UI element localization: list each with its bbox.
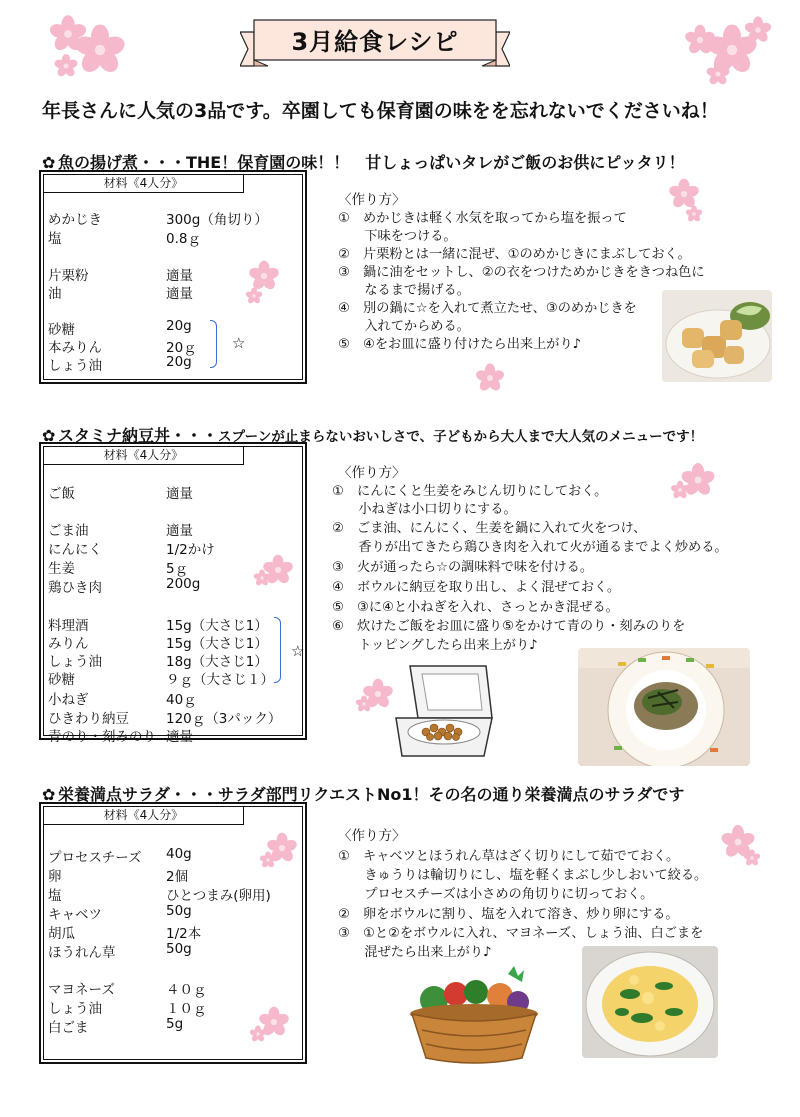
cherry-blossom-icon <box>468 362 510 396</box>
method-step: ① キャベツとほうれん草はざく切りにして茹でておく。 <box>338 849 680 864</box>
ingredient-name: ごま油 <box>48 523 89 539</box>
method-step: 小ねぎは小口切りにする。 <box>332 502 517 517</box>
recipe-1-title: ✿ 魚の揚げ煮・・・THE！保育園の味！！ 甘しょっぱいタレがご飯のお供にピッタリ！ <box>42 153 685 172</box>
ingredient-amount: 1/2かけ <box>166 542 215 558</box>
vegetable-basket-icon <box>404 966 544 1066</box>
ingredient-name: ほうれん草 <box>48 945 116 961</box>
ingredient-name: ご飯 <box>48 486 75 502</box>
ingredient-amount: ９ｇ（大さじ１） <box>166 672 274 688</box>
method-title: 〈作り方〉 <box>338 828 406 844</box>
recipe-3-title: ✿ 栄養満点サラダ・・・サラダ部門リクエストNo1！その名の通り栄養満点のサラダです <box>42 785 685 804</box>
cherry-blossom-icon <box>680 10 780 85</box>
ingredient-amount: 50g <box>166 903 192 919</box>
ingredient-amount: 20g <box>166 318 192 334</box>
ingredient-name: 塩 <box>48 888 62 904</box>
ingredient-name: 砂糖 <box>48 322 75 338</box>
ingredient-amount: 1/2本 <box>166 926 202 942</box>
method-step: ① めかじきは軽く水気を取ってから塩を振って <box>338 211 627 226</box>
cherry-blossom-icon <box>252 552 298 592</box>
ingredient-amount: 2個 <box>166 869 189 885</box>
ingredient-amount: １０ｇ <box>166 1001 207 1017</box>
method-step: ③ 火が通ったら☆の調味料で味を付ける。 <box>332 560 594 575</box>
ingredient-name: 青のり・刻みのり <box>48 729 156 745</box>
ingredient-name: 砂糖 <box>48 672 75 688</box>
natto-bowl-photo <box>578 648 750 766</box>
recipe-2-title: ✿ スタミナ納豆丼・・・スプーンが止まらないおいしさで、子どもから大人まで大人気のメニューです！ <box>42 426 704 445</box>
ingredient-amount: ４０ｇ <box>166 982 207 998</box>
cherry-blossom-icon <box>712 822 762 866</box>
method-step: ⑥ 炊けたご飯をお皿に盛り⑤をかけて青のり・刻みのりを <box>332 619 686 634</box>
method-step: 香りが出てきたら鶏ひき肉を入れて火が通るまでよく炒める。 <box>332 540 728 555</box>
method-step: ② 片栗粉とは一緒に混ぜ、①のめかじきにまぶしておく。 <box>338 247 691 262</box>
ingredients-header: 材料《4人分》 <box>44 447 244 465</box>
ingredient-name: しょう油 <box>48 654 102 670</box>
method-step: なるまで揚げる。 <box>338 283 470 298</box>
method-step: 混ぜたら出来上がり♪ <box>338 945 492 960</box>
ingredient-amount: 18g（大さじ1） <box>166 654 268 670</box>
method-step: ④ ボウルに納豆を取り出し、よく混ぜておく。 <box>332 580 621 595</box>
star-mark: ☆ <box>291 642 305 660</box>
ingredient-amount: 5ｇ <box>166 561 189 577</box>
method-step: ④ 別の鍋に☆を入れて煮立たせ、③のめかじきを <box>338 301 637 316</box>
cherry-blossom-icon <box>668 460 720 506</box>
ingredient-name: みりん <box>48 636 89 652</box>
ingredient-amount: 5g <box>166 1016 184 1032</box>
ingredient-amount: 300g（角切り） <box>166 212 268 228</box>
method-step: 下味をつける。 <box>338 229 457 244</box>
cherry-blossom-icon <box>662 178 708 222</box>
ingredient-name: めかじき <box>48 212 102 228</box>
ingredient-name: しょう油 <box>48 1001 102 1017</box>
method-step: ③ ①と②をボウルに入れ、マヨネーズ、しょう油、白ごまを <box>338 926 704 941</box>
ingredient-name: 生姜 <box>48 561 75 577</box>
ingredient-name: キャベツ <box>48 907 102 923</box>
ingredient-amount: 適量 <box>166 523 193 539</box>
star-mark: ☆ <box>232 334 246 352</box>
ingredient-name: 胡瓜 <box>48 926 75 942</box>
flower-icon: ✿ <box>42 153 56 172</box>
ingredient-amount: 0.8ｇ <box>166 231 201 247</box>
page-title: 3月給食レシピ <box>291 28 459 56</box>
method-step: ② 卵をボウルに割り、塩を入れて溶き、炒り卵にする。 <box>338 907 679 922</box>
ingredient-amount: 適量 <box>166 268 193 284</box>
ingredient-name: 料理酒 <box>48 618 89 634</box>
method-step: ③ 鍋に油をセットし、②の衣をつけためかじきをきつね色に <box>338 265 705 280</box>
cherry-blossom-icon <box>38 10 138 80</box>
ingredient-amount: 15g（大さじ1） <box>166 618 268 634</box>
method-title: 〈作り方〉 <box>338 192 406 208</box>
ingredient-name: 本みりん <box>48 340 102 356</box>
ingredient-amount: 40g <box>166 846 192 862</box>
method-step: ⑤ ④をお皿に盛り付けたら出来上がり♪ <box>338 337 582 352</box>
ingredient-name: 卵 <box>48 869 62 885</box>
flower-icon: ✿ <box>42 785 56 804</box>
cherry-blossom-icon <box>256 830 304 872</box>
ingredient-amount: 40ｇ <box>166 692 197 708</box>
intro-text: 年長さんに人気の3品です。卒園しても保育園の味をを忘れないでくださいね！ <box>42 100 719 122</box>
seasoning-bracket <box>210 320 217 368</box>
seasoning-bracket <box>274 617 281 683</box>
cherry-blossom-icon <box>248 1004 294 1044</box>
method-title: 〈作り方〉 <box>338 465 406 481</box>
ingredients-header: 材料《4人分》 <box>44 807 244 825</box>
ingredient-amount: 20ｇ <box>166 340 197 356</box>
ingredient-amount: 適量 <box>166 486 193 502</box>
method-step: プロセスチーズは小さめの角切りに切っておく。 <box>338 887 654 902</box>
ingredient-name: 油 <box>48 286 62 302</box>
ingredient-name: しょう油 <box>48 358 102 374</box>
ingredient-amount: 20g <box>166 354 192 370</box>
ingredient-amount: 120ｇ（3パック） <box>166 711 282 727</box>
fish-dish-photo <box>662 290 772 382</box>
salad-photo <box>582 946 718 1058</box>
ingredient-amount: 200g <box>166 576 201 592</box>
natto-pack-icon <box>388 660 500 762</box>
cherry-blossom-icon <box>240 258 284 304</box>
ingredient-name: 塩 <box>48 231 62 247</box>
method-step: ② ごま油、にんにく、生姜を鍋に入れて火をつけ、 <box>332 521 647 536</box>
ingredient-amount: 適量 <box>166 729 193 745</box>
ingredient-name: 小ねぎ <box>48 692 89 708</box>
ingredient-amount: 50g <box>166 941 192 957</box>
ingredient-name: 白ごま <box>48 1020 89 1036</box>
ingredient-name: マヨネーズ <box>48 982 115 998</box>
ingredient-name: 片栗粉 <box>48 268 89 284</box>
ingredient-amount: 15g（大さじ1） <box>166 636 268 652</box>
ingredients-header: 材料《4人分》 <box>44 175 244 193</box>
method-step: ⑤ ③に④と小ねぎを入れ、さっとかき混ぜる。 <box>332 600 619 615</box>
ingredient-name: 鶏ひき肉 <box>48 580 102 596</box>
ingredient-name: ひきわり納豆 <box>48 711 129 727</box>
ingredient-amount: 適量 <box>166 286 193 302</box>
ingredient-name: プロセスチーズ <box>48 850 142 866</box>
method-step: ① にんにくと生姜をみじん切りにしておく。 <box>332 484 608 499</box>
ingredient-name: にんにく <box>48 542 102 558</box>
flower-icon: ✿ <box>42 426 56 445</box>
method-step: トッピングしたら出来上がり♪ <box>332 638 538 653</box>
ingredient-amount: ひとつまみ(卵用) <box>166 888 271 904</box>
method-step: きゅうりは輪切りにし、塩を軽くまぶし少しおいて絞る。 <box>338 868 708 883</box>
method-step: 入れてからめる。 <box>338 319 470 334</box>
